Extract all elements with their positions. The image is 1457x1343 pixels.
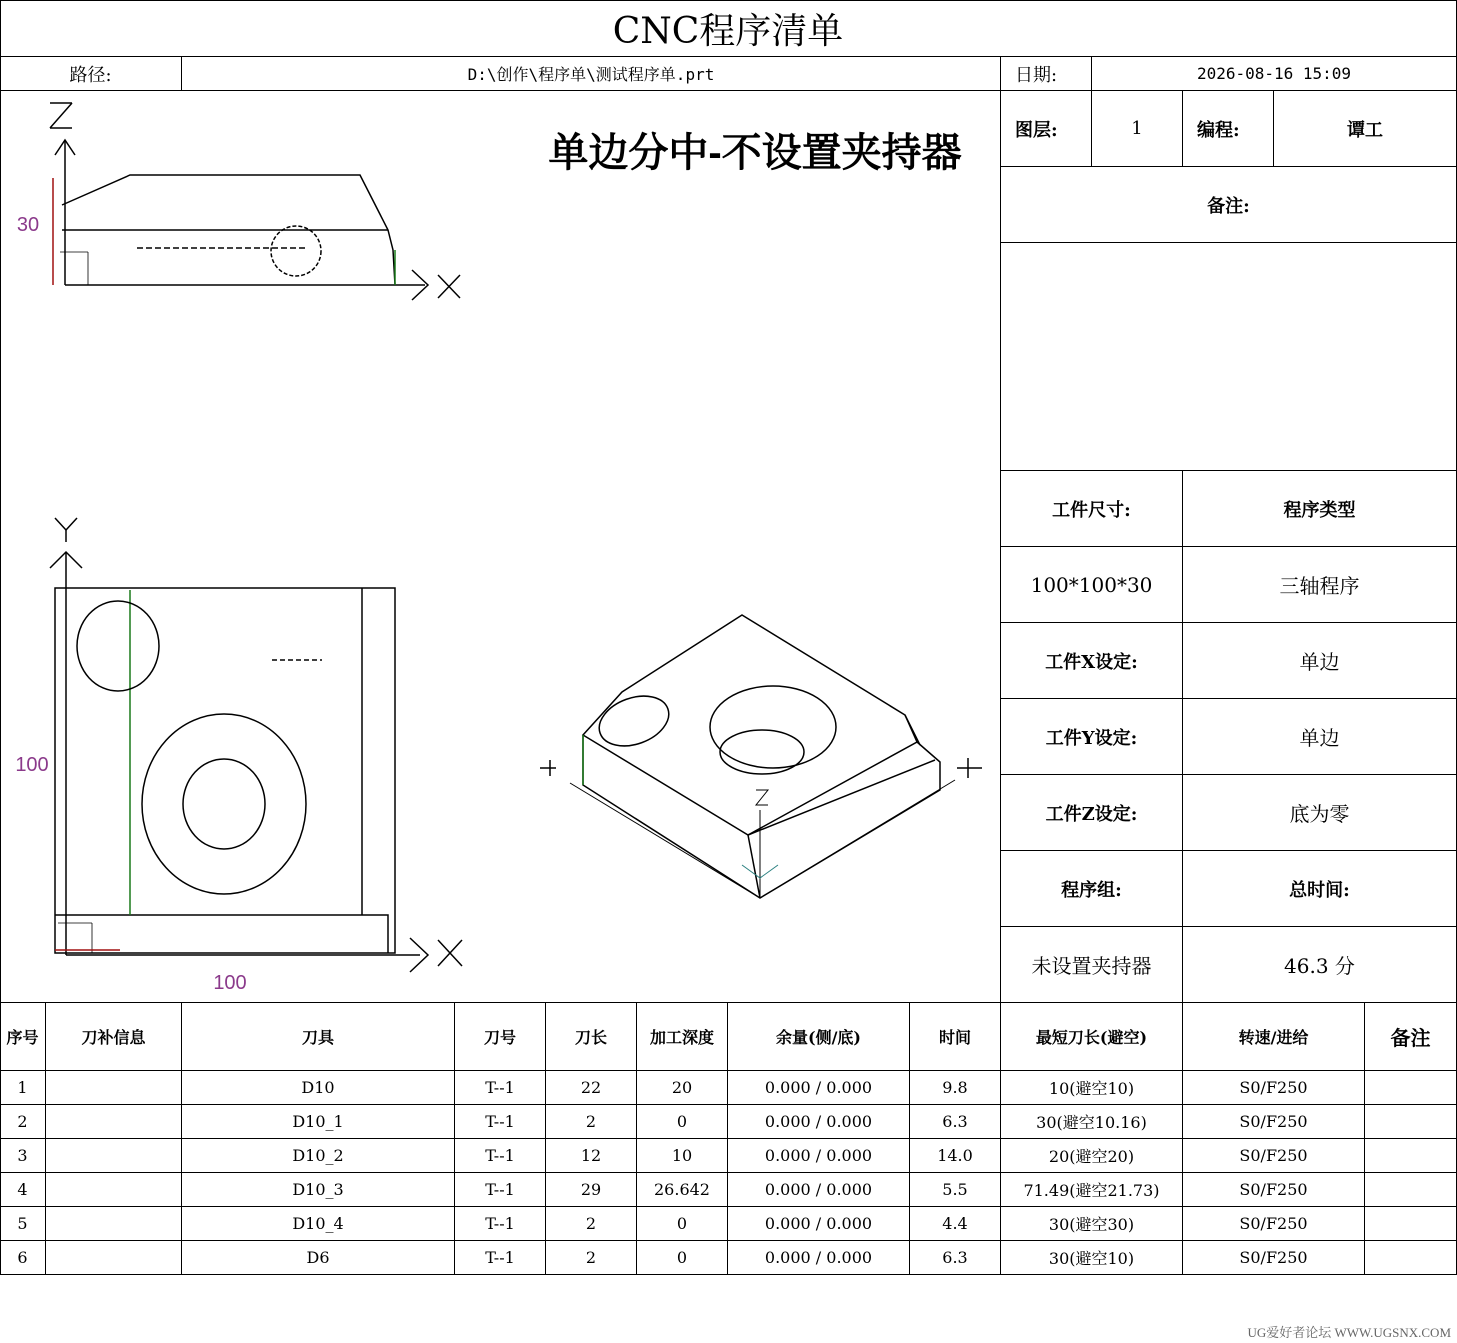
table-cell-min-len: 10(避空10): [1001, 1071, 1183, 1105]
table-cell-seq: 6: [0, 1241, 46, 1275]
table-header-stock: 余量(侧/底): [728, 1003, 910, 1071]
table-cell-min-len: 30(避空30): [1001, 1207, 1183, 1241]
top-view-y-dim: 100: [15, 754, 49, 776]
table-cell-tool-no: T--1: [455, 1071, 546, 1105]
table-cell-stock: 0.000 / 0.000: [728, 1139, 910, 1173]
top-view-x-dim: 100: [213, 972, 247, 994]
table-cell-time: 6.3: [910, 1241, 1001, 1275]
y-setting-value: 单边: [1183, 699, 1457, 775]
table-cell-remark: [1365, 1173, 1457, 1207]
table-cell-min-len: 30(避空10.16): [1001, 1105, 1183, 1139]
drawing-area: [0, 91, 1001, 1003]
program-group-value: 未设置夹持器: [1001, 927, 1183, 1003]
table-cell-min-len: 71.49(避空21.73): [1001, 1173, 1183, 1207]
top-view: [50, 518, 462, 972]
table-cell-tool: D10_4: [182, 1207, 455, 1241]
table-cell-tool-len: 2: [546, 1207, 637, 1241]
table-cell-seq: 1: [0, 1071, 46, 1105]
table-header-remark: 备注: [1365, 1003, 1457, 1071]
table-header-tool-no: 刀号: [455, 1003, 546, 1071]
table-cell-remark: [1365, 1105, 1457, 1139]
table-header-depth: 加工深度: [637, 1003, 728, 1071]
workpiece-size-label: 工件尺寸:: [1001, 471, 1183, 547]
table-cell-depth: 20: [637, 1071, 728, 1105]
date-label: 日期:: [1001, 57, 1092, 91]
z-setting-value: 底为零: [1183, 775, 1457, 851]
table-cell-stock: 0.000 / 0.000: [728, 1173, 910, 1207]
program-type-value: 三轴程序: [1183, 547, 1457, 623]
workpiece-size-value: 100*100*30: [1001, 547, 1183, 623]
table-cell-comp: [46, 1173, 182, 1207]
table-cell-tool: D10_1: [182, 1105, 455, 1139]
table-cell-tool: D10_2: [182, 1139, 455, 1173]
table-cell-comp: [46, 1139, 182, 1173]
table-cell-tool-no: T--1: [455, 1105, 546, 1139]
program-group-label: 程序组:: [1001, 851, 1183, 927]
program-type-label: 程序类型: [1183, 471, 1457, 547]
table-cell-tool: D10_3: [182, 1173, 455, 1207]
table-cell-remark: [1365, 1207, 1457, 1241]
table-cell-remark: [1365, 1071, 1457, 1105]
note-area: [1001, 243, 1457, 471]
total-time-value: 46.3 分: [1183, 927, 1457, 1003]
table-cell-tool-no: T--1: [455, 1241, 546, 1275]
table-cell-stock: 0.000 / 0.000: [728, 1071, 910, 1105]
path-label: 路径:: [0, 57, 182, 91]
x-setting-value: 单边: [1183, 623, 1457, 699]
table-cell-time: 9.8: [910, 1071, 1001, 1105]
table-cell-seq: 5: [0, 1207, 46, 1241]
total-time-label: 总时间:: [1183, 851, 1457, 927]
table-cell-remark: [1365, 1241, 1457, 1275]
table-header-time: 时间: [910, 1003, 1001, 1071]
layer-label: 图层:: [1001, 91, 1092, 167]
table-cell-depth: 0: [637, 1207, 728, 1241]
drawing-caption: 单边分中-不设置夹持器: [548, 131, 962, 175]
table-cell-speed-feed: S0/F250: [1183, 1071, 1365, 1105]
table-cell-min-len: 30(避空10): [1001, 1241, 1183, 1275]
table-cell-seq: 4: [0, 1173, 46, 1207]
table-cell-speed-feed: S0/F250: [1183, 1105, 1365, 1139]
table-cell-stock: 0.000 / 0.000: [728, 1241, 910, 1275]
table-header-speed-feed: 转速/进给: [1183, 1003, 1365, 1071]
table-cell-tool: D10: [182, 1071, 455, 1105]
page-title: CNC程序清单: [0, 0, 1457, 57]
path-value: D:\创作\程序单\测试程序单.prt: [182, 57, 1001, 91]
table-cell-comp: [46, 1071, 182, 1105]
table-header-min-len: 最短刀长(避空): [1001, 1003, 1183, 1071]
z-setting-label: 工件Z设定:: [1001, 775, 1183, 851]
table-cell-tool-no: T--1: [455, 1139, 546, 1173]
table-cell-tool-no: T--1: [455, 1173, 546, 1207]
table-cell-speed-feed: S0/F250: [1183, 1241, 1365, 1275]
table-cell-remark: [1365, 1139, 1457, 1173]
layer-value: 1: [1092, 91, 1183, 167]
table-cell-stock: 0.000 / 0.000: [728, 1105, 910, 1139]
table-cell-min-len: 20(避空20): [1001, 1139, 1183, 1173]
table-cell-depth: 0: [637, 1105, 728, 1139]
table-cell-speed-feed: S0/F250: [1183, 1173, 1365, 1207]
table-cell-time: 6.3: [910, 1105, 1001, 1139]
table-cell-depth: 0: [637, 1241, 728, 1275]
table-cell-tool-len: 2: [546, 1241, 637, 1275]
table-cell-tool-no: T--1: [455, 1207, 546, 1241]
table-cell-tool-len: 22: [546, 1071, 637, 1105]
table-cell-comp: [46, 1207, 182, 1241]
table-cell-tool-len: 12: [546, 1139, 637, 1173]
x-setting-label: 工件X设定:: [1001, 623, 1183, 699]
table-cell-tool-len: 2: [546, 1105, 637, 1139]
table-header-tool-len: 刀长: [546, 1003, 637, 1071]
table-cell-stock: 0.000 / 0.000: [728, 1207, 910, 1241]
table-header-seq: 序号: [0, 1003, 46, 1071]
footer-watermark: UG爱好者论坛 WWW.UGSNX.COM: [1247, 1325, 1451, 1340]
table-cell-comp: [46, 1241, 182, 1275]
table-cell-time: 4.4: [910, 1207, 1001, 1241]
table-cell-time: 14.0: [910, 1139, 1001, 1173]
programmer-label: 编程:: [1183, 91, 1274, 167]
iso-view: [540, 615, 982, 898]
side-view: [50, 103, 460, 300]
table-cell-comp: [46, 1105, 182, 1139]
table-cell-time: 5.5: [910, 1173, 1001, 1207]
table-cell-depth: 26.642: [637, 1173, 728, 1207]
note-label: 备注:: [1001, 167, 1457, 243]
programmer-value: 谭工: [1274, 91, 1457, 167]
table-cell-seq: 2: [0, 1105, 46, 1139]
table-cell-speed-feed: S0/F250: [1183, 1207, 1365, 1241]
y-setting-label: 工件Y设定:: [1001, 699, 1183, 775]
table-header-comp: 刀补信息: [46, 1003, 182, 1071]
table-cell-depth: 10: [637, 1139, 728, 1173]
table-header-tool: 刀具: [182, 1003, 455, 1071]
side-view-height-dim: 30: [16, 214, 40, 236]
part-drawing: [0, 91, 1000, 1002]
table-cell-tool-len: 29: [546, 1173, 637, 1207]
table-cell-speed-feed: S0/F250: [1183, 1139, 1365, 1173]
table-cell-tool: D6: [182, 1241, 455, 1275]
date-value: 2026-08-16 15:09: [1092, 57, 1457, 91]
table-cell-seq: 3: [0, 1139, 46, 1173]
